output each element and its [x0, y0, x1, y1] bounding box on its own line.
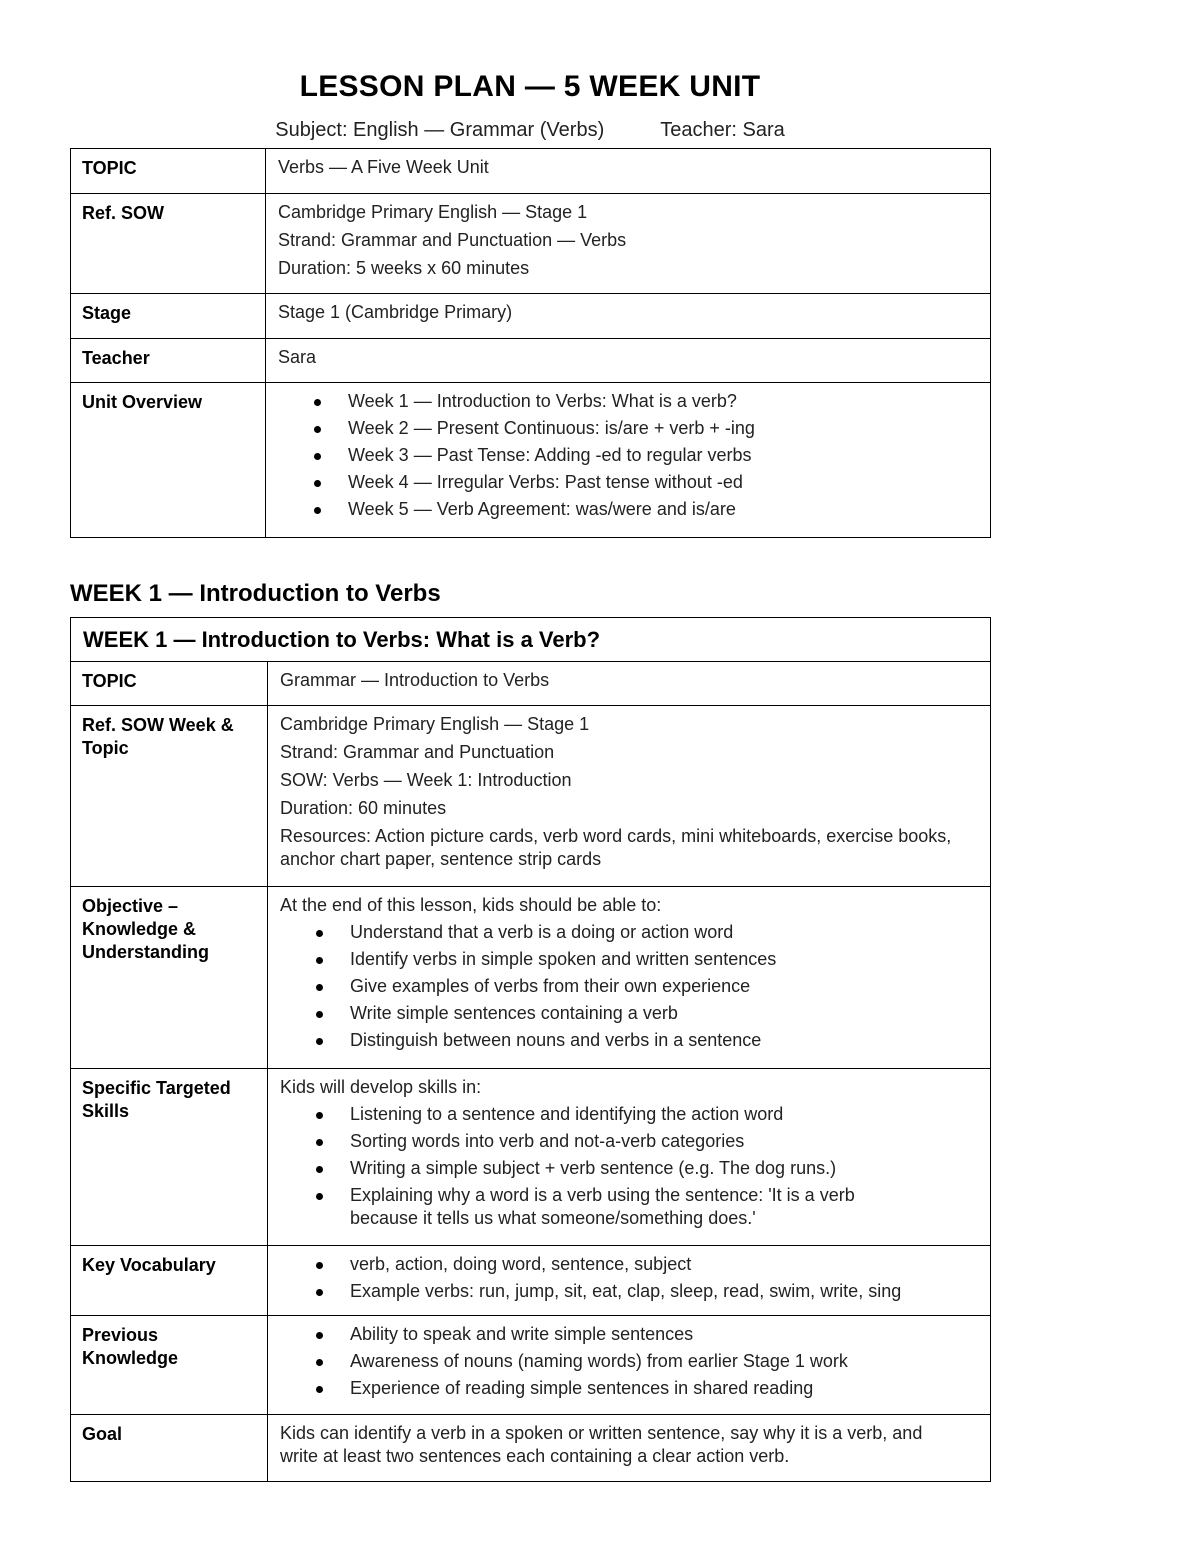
ref-sow-line: Duration: 5 weeks x 60 minutes: [278, 258, 530, 278]
table-row: [71, 1069, 991, 1246]
w1-ref-sow-value: [268, 706, 991, 887]
w1-ref-sow-line: Resources: Action picture cards, verb word cards, mini whiteboards, exercise books, anchor chart paper, sentence strip cards: [280, 826, 952, 869]
list-item: Understand that a verb is a doing or action word: [280, 921, 980, 944]
w1-objective-intro: At the end of this lesson, kids should be able to:: [280, 895, 662, 915]
week1-heading: WEEK 1 — Introduction to Verbs: [70, 580, 441, 607]
list-item: Explaining why a word is a verb using the sentence: 'It is a verb because it tells us what someone/something does.': [280, 1184, 980, 1230]
page-title: LESSON PLAN — 5 WEEK UNIT: [299, 70, 761, 103]
overview-list: [278, 390, 980, 521]
list-item: Writing a simple subject + verb sentence (e.g. The dog runs.): [280, 1157, 980, 1180]
list-item: Week 4 — Irregular Verbs: Past tense without -ed: [278, 471, 980, 494]
overview-value: [266, 383, 991, 538]
w1-objective-label: Objective – Knowledge & Understanding: [71, 887, 268, 1069]
stage-value: Stage 1 (Cambridge Primary): [266, 294, 991, 339]
list-item: Give examples of verbs from their own experience: [280, 975, 980, 998]
overview-label: Unit Overview: [71, 383, 266, 538]
list-item: Write simple sentences containing a verb: [280, 1002, 980, 1025]
week1-table: [70, 617, 991, 1482]
w1-ref-sow-label: Ref. SOW Week & Topic: [71, 706, 268, 887]
table-row: [71, 1316, 991, 1415]
w1-previous-label: Previous Knowledge: [71, 1316, 268, 1415]
w1-previous-value: [268, 1316, 991, 1415]
table-row: [71, 294, 991, 339]
table-row: [71, 1246, 991, 1316]
previous-list: [280, 1323, 980, 1400]
table-row: [71, 618, 991, 662]
table-row: [71, 662, 991, 706]
page-subtitle: [0, 119, 1060, 142]
list-item: verb, action, doing word, sentence, subject: [280, 1253, 980, 1276]
list-item: Distinguish between nouns and verbs in a sentence: [280, 1029, 980, 1052]
list-item: Week 1 — Introduction to Verbs: What is a verb?: [278, 390, 980, 413]
list-item: Awareness of nouns (naming words) from earlier Stage 1 work: [280, 1350, 980, 1373]
table-row: [71, 339, 991, 383]
week1-table-heading: [71, 618, 991, 662]
w1-ref-sow-line: Strand: Grammar and Punctuation: [280, 742, 555, 762]
w1-ref-sow-line: SOW: Verbs — Week 1: Introduction: [280, 770, 572, 790]
table-row: [71, 383, 991, 538]
list-item: Week 5 — Verb Agreement: was/were and is/are: [278, 498, 980, 521]
w1-topic-value: Grammar — Introduction to Verbs: [268, 662, 991, 706]
teacher-text: Teacher: Sara: [660, 119, 785, 141]
list-item: Listening to a sentence and identifying the action word: [280, 1103, 980, 1126]
topic-value: Verbs — A Five Week Unit: [266, 149, 991, 194]
teacher-value: Sara: [266, 339, 991, 383]
list-item: Experience of reading simple sentences in shared reading: [280, 1377, 980, 1400]
list-item: Week 3 — Past Tense: Adding -ed to regular verbs: [278, 444, 980, 467]
vocab-list: [280, 1253, 980, 1303]
list-item: Identify verbs in simple spoken and written sentences: [280, 948, 980, 971]
ref-sow-line: Cambridge Primary English — Stage 1: [278, 202, 588, 222]
w1-goal-label: Goal: [71, 1415, 268, 1482]
table-row: [71, 887, 991, 1069]
w1-topic-label: TOPIC: [71, 662, 268, 706]
teacher-label: Teacher: [71, 339, 266, 383]
w1-skills-value: [268, 1069, 991, 1246]
ref-sow-label: Ref. SOW: [71, 194, 266, 294]
ref-sow-value: [266, 194, 991, 294]
objective-list: [280, 921, 980, 1052]
topic-label: TOPIC: [71, 149, 266, 194]
subject-text: Subject: English — Grammar (Verbs): [275, 119, 605, 141]
table-row: [71, 706, 991, 887]
list-item: Ability to speak and write simple sentences: [280, 1323, 980, 1346]
table-row: [71, 194, 991, 294]
w1-skills-label: Specific Targeted Skills: [71, 1069, 268, 1246]
list-item: Example verbs: run, jump, sit, eat, clap, sleep, read, swim, write, sing: [280, 1280, 980, 1303]
list-item: Sorting words into verb and not-a-verb categories: [280, 1130, 980, 1153]
w1-skills-intro: Kids will develop skills in:: [280, 1077, 482, 1097]
stage-label: Stage: [71, 294, 266, 339]
list-item: Week 2 — Present Continuous: is/are + verb + -ing: [278, 417, 980, 440]
w1-ref-sow-line: Duration: 60 minutes: [280, 798, 447, 818]
table-row: [71, 149, 991, 194]
w1-ref-sow-line: Cambridge Primary English — Stage 1: [280, 714, 590, 734]
w1-vocab-label: Key Vocabulary: [71, 1246, 268, 1316]
table-row: [71, 1415, 991, 1482]
w1-vocab-value: [268, 1246, 991, 1316]
ref-sow-line: Strand: Grammar and Punctuation — Verbs: [278, 230, 627, 250]
w1-objective-value: [268, 887, 991, 1069]
w1-goal-value: Kids can identify a verb in a spoken or written sentence, say why it is a verb, and write at least two sentences each containing a clear action verb.: [268, 1415, 991, 1482]
skills-list: [280, 1103, 980, 1230]
week1-table-heading-text: WEEK 1 — Introduction to Verbs: What is a Verb?: [83, 627, 601, 652]
unit-table: [70, 148, 991, 538]
